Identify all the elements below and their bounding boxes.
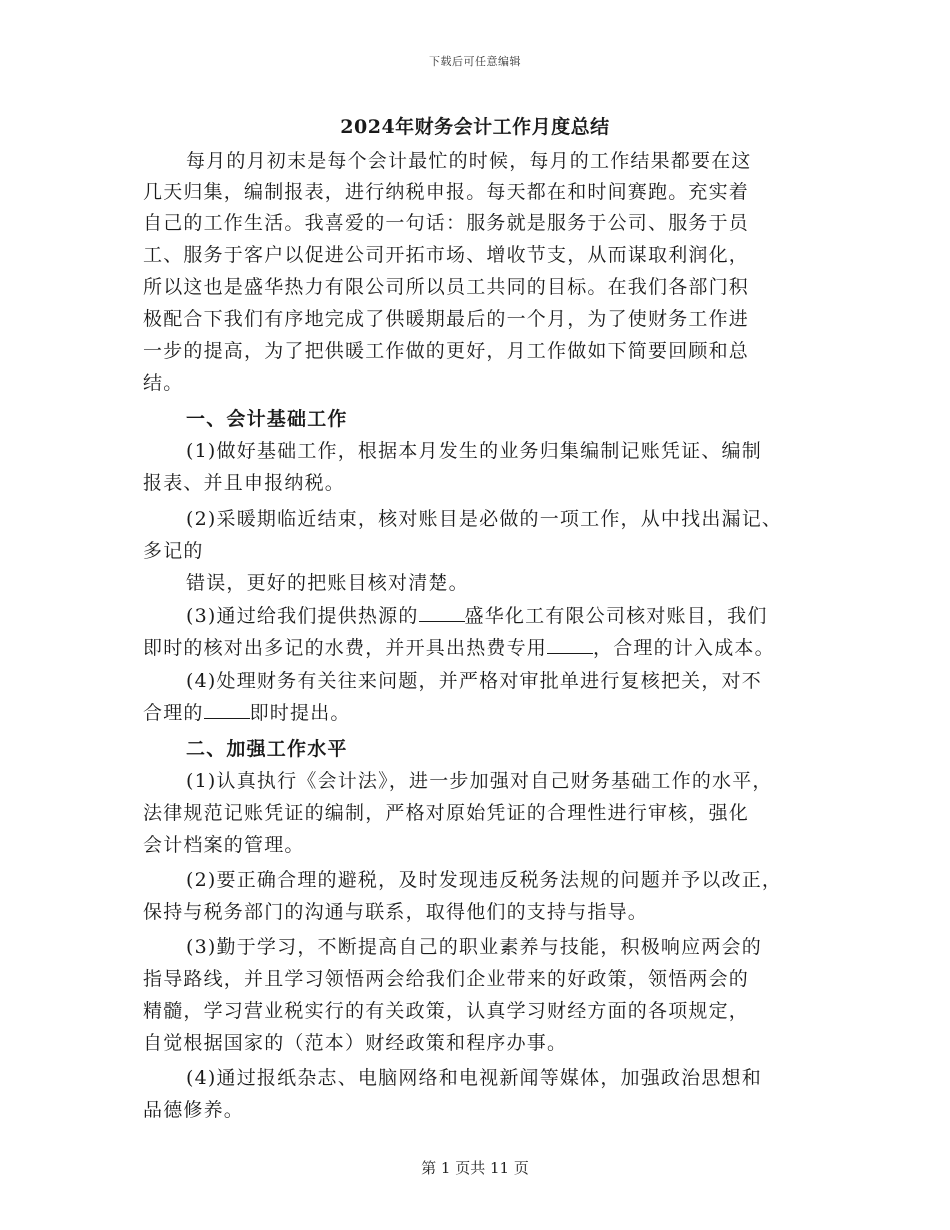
- paragraph-line: [143, 633, 775, 660]
- paragraph-line: 自觉根据国家的（范本）财经政策和程序办事。: [143, 1032, 568, 1054]
- line-text: (3)通过给我们提供热源的: [186, 605, 419, 627]
- paragraph-line: 工、服务于客户以促进公司开拓市场、增收节支，从而谋取利润化，: [143, 244, 750, 266]
- paragraph-line: (4)通过报纸杂志、电脑网络和电视新闻等媒体，加强政治思想和: [186, 1067, 762, 1089]
- paragraph-line: 多记的: [143, 540, 204, 562]
- paragraph-line: (2)采暖期临近结束，核对账目是必做的一项工作，从中找出漏记、: [186, 508, 783, 530]
- line-text: 即时的核对出多记的水费，并开具出热费专用: [143, 637, 548, 659]
- paragraph-line: 品德修养。: [143, 1099, 245, 1121]
- paragraph-line: (1)认真执行《会计法》，进一步加强对自己财务基础工作的水平，: [186, 770, 773, 792]
- paragraph-line: 一步的提高，为了把供暖工作做的更好，月工作做如下简要回顾和总: [143, 340, 750, 362]
- page-footer: 第 1 页共 11 页: [421, 1159, 529, 1177]
- blank-underline: [419, 605, 465, 622]
- paragraph-line: 极配合下我们有序地完成了供暖期最后的一个月，为了使财务工作进: [143, 308, 750, 330]
- paragraph-line: [186, 601, 768, 628]
- paragraph-line: 结。: [143, 372, 184, 394]
- line-text: 即时提出。: [249, 702, 351, 724]
- document-title: 2024年财务会计工作月度总结: [340, 116, 610, 138]
- paragraph-line: 指导路线，并且学习领悟两会给我们企业带来的好政策，领悟两会的: [143, 968, 750, 990]
- paragraph-line: 所以这也是盛华热力有限公司所以员工共同的目标。在我们各部门积: [143, 276, 750, 298]
- paragraph-line: 自己的工作生活。我喜爱的一句话：服务就是服务于公司、服务于员: [143, 212, 750, 234]
- paragraph-line: 保持与税务部门的沟通与联系，取得他们的支持与指导。: [143, 901, 649, 923]
- paragraph-line: 精髓，学习营业税实行的有关政策，认真学习财经方面的各项规定，: [143, 1000, 750, 1022]
- paragraph-line: 每月的月初末是每个会计最忙的时候，每月的工作结果都要在这: [186, 150, 752, 172]
- blank-underline: [204, 702, 250, 719]
- line-text: 合理的: [143, 702, 204, 724]
- section-heading: 二、加强工作水平: [186, 738, 348, 760]
- line-text: 盛华化工有限公司核对账目，我们: [464, 605, 768, 627]
- page-header-note: 下载后可任意编辑: [429, 55, 521, 68]
- paragraph-line: (3)勤于学习，不断提高自己的职业素养与技能，积极响应两会的: [186, 936, 762, 958]
- blank-underline: [547, 637, 593, 654]
- paragraph-line: 几天归集，编制报表，进行纳税申报。每天都在和时间赛跑。充实着: [143, 181, 750, 203]
- paragraph-line: 报表、并且申报纳税。: [143, 472, 346, 494]
- paragraph-line: [143, 698, 351, 725]
- paragraph-line: (2)要正确合理的避税，及时发现违反税务法规的问题并予以改正，: [186, 869, 783, 891]
- paragraph-line: 错误，更好的把账目核对清楚。: [186, 572, 469, 594]
- paragraph-line: 会计档案的管理。: [143, 834, 305, 856]
- paragraph-line: (4)处理财务有关往来问题，并严格对审批单进行复核把关，对不: [186, 670, 762, 692]
- line-text: ，合理的计入成本。: [593, 637, 775, 659]
- section-heading: 一、会计基础工作: [186, 408, 348, 430]
- paragraph-line: (1)做好基础工作，根据本月发生的业务归集编制记账凭证、编制: [186, 440, 762, 462]
- paragraph-line: 法律规范记账凭证的编制，严格对原始凭证的合理性进行审核，强化: [143, 802, 750, 824]
